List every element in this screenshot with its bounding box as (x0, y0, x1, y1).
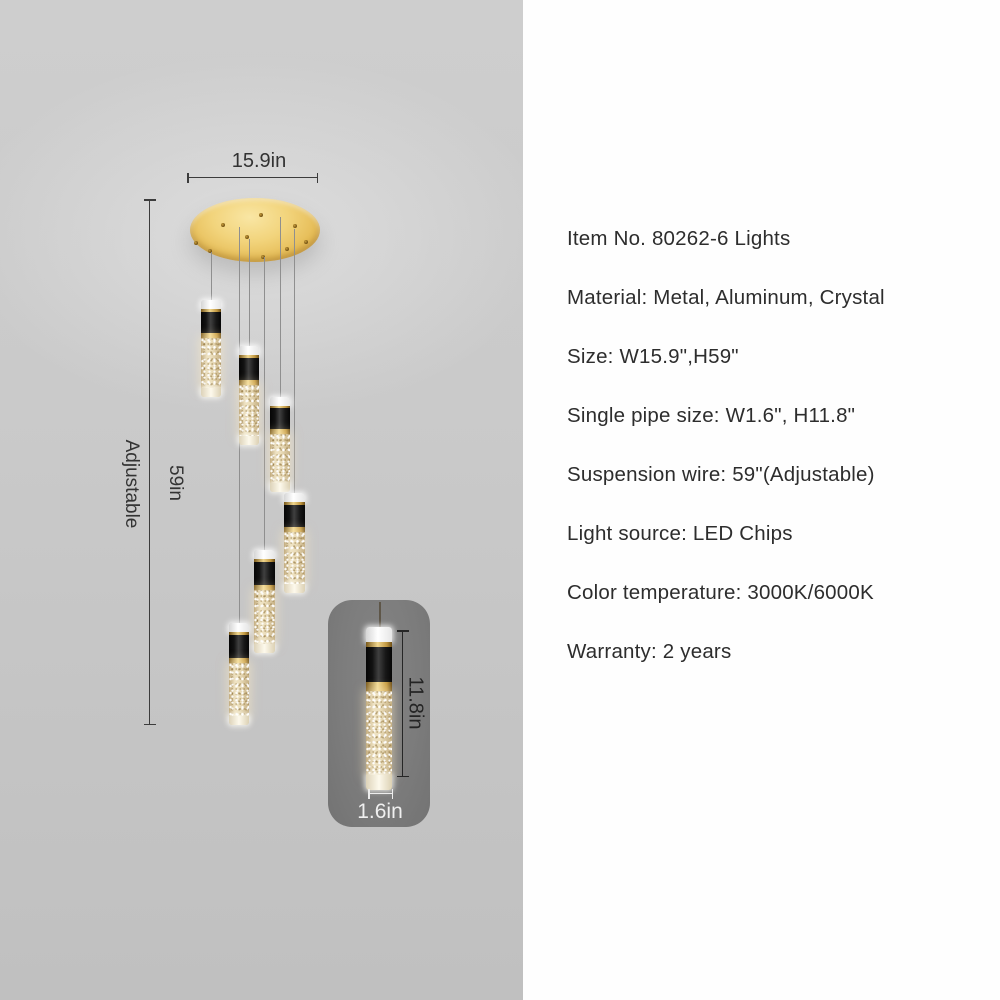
suspension-wire (211, 252, 212, 300)
pendant-bottom-cap (229, 716, 249, 725)
spec-single-pipe-size: Single pipe size: W1.6", H11.8" (567, 404, 856, 427)
pendant-crystal-tube (239, 385, 259, 436)
pendant-light-4 (284, 493, 305, 593)
spec-list (567, 209, 885, 681)
pendant-crystal-tube (201, 338, 221, 388)
spec-item-number: Item No. 80262-6 Lights (567, 227, 791, 250)
spec-color-temperature: Color temperature: 3000K/6000K (567, 581, 874, 604)
fixture-height-dimension-line (149, 199, 150, 725)
pendant-crystal-tube (284, 532, 305, 584)
pendant-detail (366, 627, 392, 790)
pendant-light-1 (201, 300, 221, 397)
pendant-bottom-cap (366, 775, 392, 790)
pendant-bottom-cap (254, 644, 275, 653)
canopy-wire-hole (304, 240, 308, 244)
pendant-light-5 (254, 550, 275, 653)
pendant-gold-band (366, 682, 392, 690)
fixture-height-label: 59in (165, 465, 186, 501)
pendant-top-cap (366, 627, 392, 642)
spec-suspension-wire: Suspension wire: 59"(Adjustable) (567, 463, 875, 486)
pendant-bottom-cap (284, 584, 305, 593)
spec-warranty: Warranty: 2 years (567, 640, 732, 663)
spec-panel (523, 0, 1000, 1000)
pendant-black-body (239, 358, 259, 380)
adjustable-label: Adjustable (121, 439, 142, 529)
pendant-crystal-tube (254, 590, 275, 644)
pipe-width-dimension-line (368, 793, 393, 794)
pendant-top-cap (239, 346, 259, 355)
pendant-black-body (201, 312, 221, 333)
pendant-top-cap (284, 493, 305, 502)
pendant-light-6 (229, 623, 249, 725)
canopy-wire-hole (221, 223, 225, 227)
pendant-bottom-cap (201, 388, 221, 397)
pendant-crystal-tube (270, 434, 290, 483)
canopy-wire-hole (285, 247, 289, 251)
spec-light-source: Light source: LED Chips (567, 522, 793, 545)
single-pipe-detail-card (328, 600, 430, 827)
spec-material: Material: Metal, Aluminum, Crystal (567, 286, 885, 309)
canopy-width-label: 15.9in (231, 150, 287, 172)
pipe-height-label: 11.8in (404, 676, 427, 730)
pendant-light-3 (270, 397, 290, 492)
pendant-black-body (366, 647, 392, 683)
pendant-top-cap (254, 550, 275, 559)
pendant-top-cap (270, 397, 290, 406)
pendant-bottom-cap (239, 436, 259, 445)
pendant-black-body (229, 635, 249, 657)
pendant-black-body (284, 505, 305, 527)
pendant-top-cap (229, 623, 249, 632)
suspension-wire (280, 217, 281, 397)
suspension-wire (379, 602, 381, 627)
spec-size: Size: W15.9",H59" (567, 345, 739, 368)
canopy-wire-hole (293, 224, 297, 228)
pendant-black-body (254, 562, 275, 585)
suspension-wire (249, 239, 250, 346)
suspension-wire (294, 229, 295, 493)
canopy-wire-hole (259, 213, 263, 217)
pendant-light-2 (239, 346, 259, 445)
pendant-crystal-tube (229, 663, 249, 716)
suspension-wire (264, 257, 265, 550)
canopy-wire-hole (194, 241, 198, 245)
pendant-top-cap (201, 300, 221, 309)
canopy-width-dimension-line (187, 177, 318, 178)
pendant-black-body (270, 408, 290, 429)
pipe-width-label: 1.6in (357, 800, 403, 823)
pendant-crystal-tube (366, 691, 392, 776)
pendant-bottom-cap (270, 483, 290, 492)
